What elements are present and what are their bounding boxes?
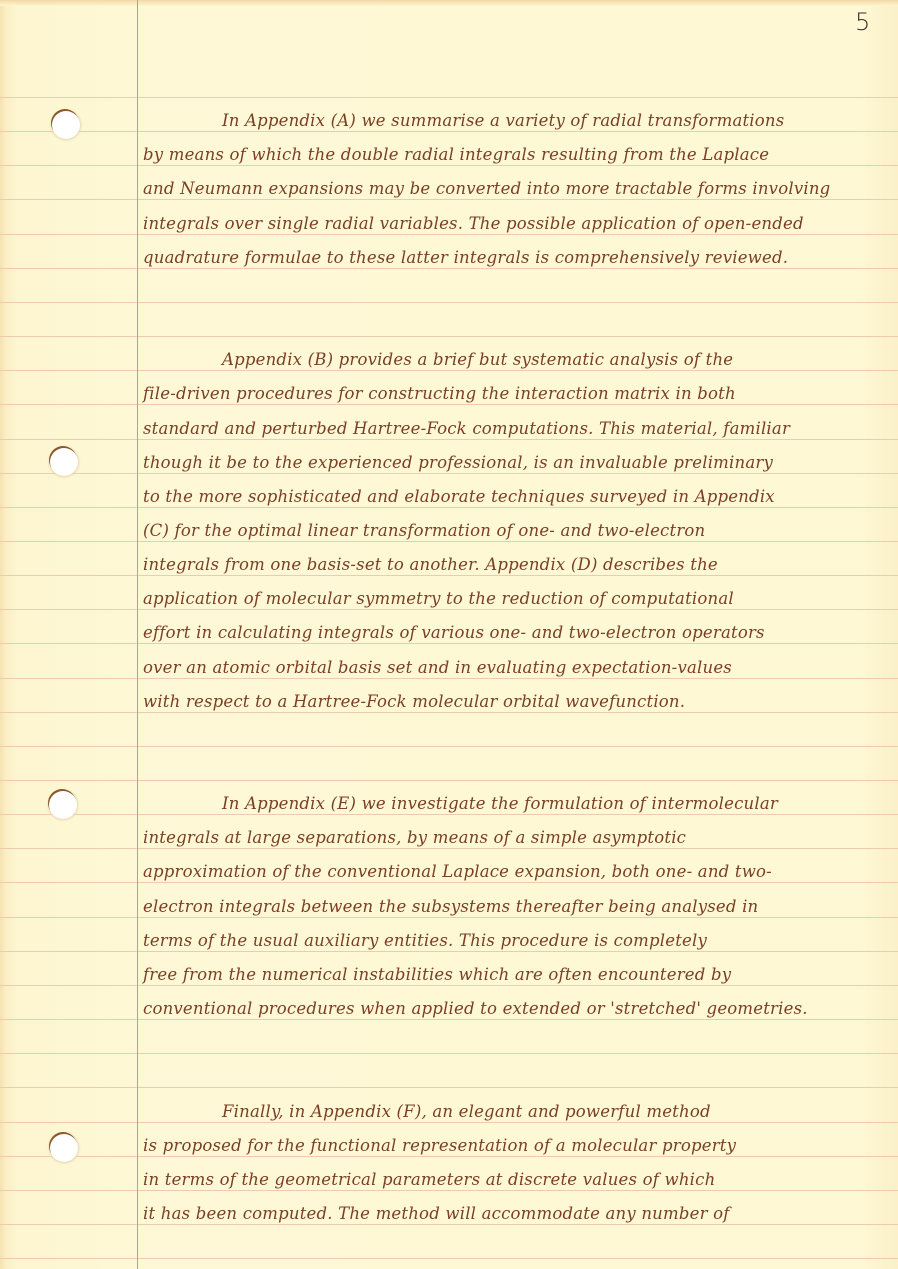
ruled-line (0, 1224, 898, 1225)
ruled-line (0, 678, 898, 679)
ruled-line (0, 302, 898, 303)
ruled-line (0, 336, 898, 337)
ruled-line (0, 541, 898, 542)
ruled-line (0, 814, 898, 815)
text-line: integrals over single radial variables. The possible application of open-ended (143, 214, 804, 233)
text-line: with respect to a Hartree-Fock molecular orbital wavefunction. (143, 692, 686, 711)
ruled-line (0, 951, 898, 952)
punch-hole (52, 111, 80, 139)
punch-hole (50, 1134, 78, 1162)
ruled-line (0, 1190, 898, 1191)
ruled-line (0, 1122, 898, 1123)
text-line: is proposed for the functional representation of a molecular property (143, 1136, 737, 1155)
text-line: by means of which the double radial integrals resulting from the Laplace (143, 145, 770, 164)
text-line: Appendix (B) provides a brief but systematic analysis of the (222, 350, 734, 369)
text-line: electron integrals between the subsystems thereafter being analysed in (143, 897, 759, 916)
text-line: integrals from one basis-set to another. Appendix (D) describes the (143, 555, 718, 574)
ruled-line (0, 1053, 898, 1054)
page-number: 5 (855, 8, 871, 36)
ruled-line (0, 746, 898, 747)
text-line: In Appendix (E) we investigate the formulation of intermolecular (222, 794, 778, 813)
ruled-line (0, 473, 898, 474)
text-line: In Appendix (A) we summarise a variety of radial transformations (222, 111, 785, 130)
ruled-line (0, 404, 898, 405)
ruled-line (0, 1087, 898, 1088)
ruled-line (0, 507, 898, 508)
text-line: quadrature formulae to these latter integrals is comprehensively reviewed. (143, 248, 789, 267)
text-line: and Neumann expansions may be converted into more tractable forms involving (143, 179, 831, 198)
ruled-line (0, 131, 898, 132)
text-line: terms of the usual auxiliary entities. This procedure is completely (143, 931, 707, 950)
ruled-line (0, 609, 898, 610)
text-line: Finally, in Appendix (F), an elegant and powerful method (222, 1102, 711, 1121)
ruled-line (0, 780, 898, 781)
ruled-line (0, 712, 898, 713)
text-line: it has been computed. The method will accommodate any number of (143, 1204, 730, 1223)
ruled-line (0, 439, 898, 440)
page-top-edge (0, 0, 898, 6)
ruled-line (0, 1019, 898, 1020)
text-line: standard and perturbed Hartree-Fock computations. This material, familiar (143, 419, 791, 438)
text-line: integrals at large separations, by means of a simple asymptotic (143, 828, 687, 847)
ruled-line (0, 643, 898, 644)
ruled-line (0, 234, 898, 235)
punch-hole (50, 448, 78, 476)
ruled-line (0, 1258, 898, 1259)
text-line: application of molecular symmetry to the reduction of computational (143, 589, 734, 608)
ruled-line (0, 1156, 898, 1157)
ruled-line (0, 165, 898, 166)
text-line: effort in calculating integrals of various one- and two-electron operators (143, 623, 765, 642)
ruled-line (0, 268, 898, 269)
ruled-line (0, 882, 898, 883)
ruled-line (0, 985, 898, 986)
text-line: free from the numerical instabilities which are often encountered by (143, 965, 732, 984)
text-line: in terms of the geometrical parameters at discrete values of which (143, 1170, 716, 1189)
margin-line (137, 0, 138, 1269)
text-line: though it be to the experienced professional, is an invaluable preliminary (143, 453, 773, 472)
text-line: (C) for the optimal linear transformation of one- and two-electron (143, 521, 706, 540)
ruled-line (0, 848, 898, 849)
text-line: over an atomic orbital basis set and in evaluating expectation-values (143, 658, 732, 677)
ruled-line (0, 575, 898, 576)
text-line: file-driven procedures for constructing the interaction matrix in both (143, 384, 736, 403)
punch-hole (49, 791, 77, 819)
ruled-line (0, 917, 898, 918)
ruled-line (0, 97, 898, 98)
ruled-line (0, 370, 898, 371)
text-line: to the more sophisticated and elaborate techniques surveyed in Appendix (143, 487, 775, 506)
text-line: approximation of the conventional Laplace expansion, both one- and two- (143, 862, 772, 881)
text-line: conventional procedures when applied to extended or 'stretched' geometries. (143, 999, 808, 1018)
ruled-line (0, 199, 898, 200)
